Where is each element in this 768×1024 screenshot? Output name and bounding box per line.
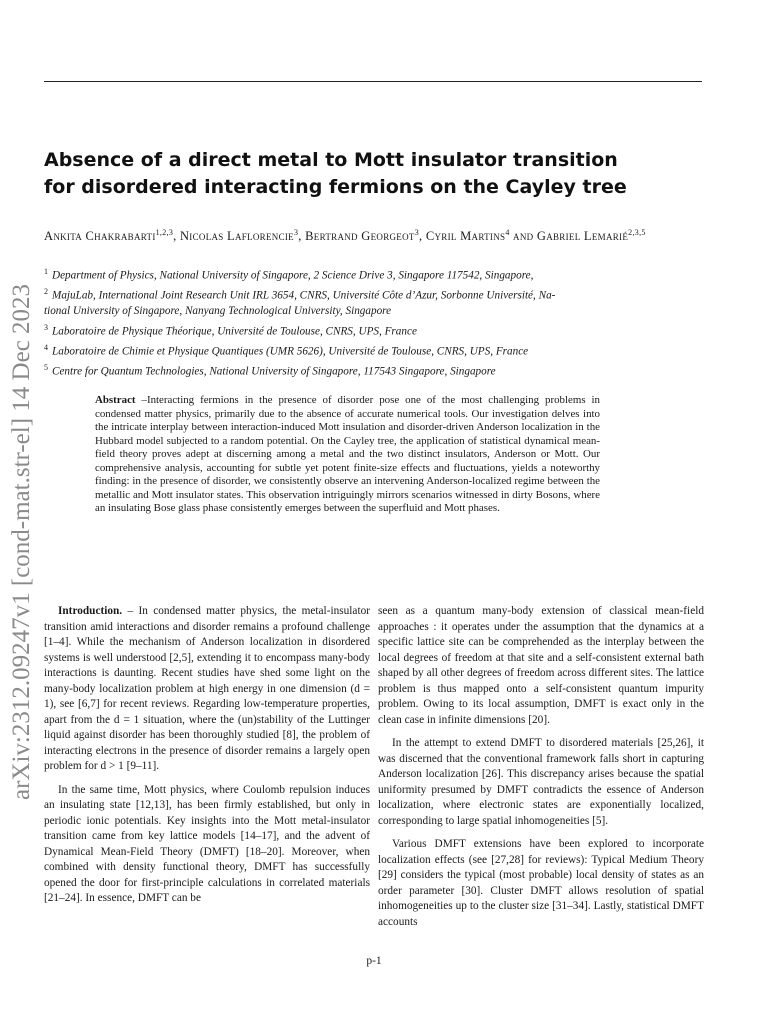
author-affiliation-marks: 1,2,3 bbox=[155, 228, 174, 237]
affiliation-line bbox=[44, 264, 704, 284]
author-affiliation-marks: 3 bbox=[293, 228, 299, 237]
affiliation-text: MajuLab, International Joint Research Unit IRL 3654, CNRS, Université Côte d’Azur, Sorbonne Université, Na- bbox=[52, 289, 556, 302]
affiliation-number: 3 bbox=[44, 322, 48, 332]
body-paragraph: In the same time, Mott physics, where Coulomb repulsion induces an insulating state [12,13], has been firmly established, but only in periodic ionic potentials. Key insights into the Mott metal-insulator transition came from key lattice models [14–17], and the advent of Dynamical Mean-Field Theory (DMFT) [18–20]. Moreover, when combined with density functional theory, DMFT has successfully opened the door for first-principle calculations in correlated materials [21–24]. In essence, DMFT can be bbox=[44, 783, 370, 904]
affiliation-number: 2 bbox=[44, 287, 48, 297]
author bbox=[537, 229, 646, 243]
affiliation-line bbox=[44, 340, 704, 360]
title-line-1: Absence of a direct metal to Mott insulator transition bbox=[44, 149, 618, 171]
affiliation-number: 1 bbox=[44, 267, 48, 276]
author bbox=[44, 229, 180, 243]
author-separator: , bbox=[419, 229, 426, 244]
affiliation-text: Department of Physics, National University of Singapore, 2 Science Drive 3, Singapore 117542, Singapore, bbox=[52, 269, 534, 282]
author-name: Ankita Chakrabarti bbox=[44, 229, 156, 244]
title-line-2: for disordered interacting fermions on the Cayley tree bbox=[44, 176, 627, 198]
affiliation-line bbox=[44, 360, 704, 380]
author-name: Gabriel Lemarié bbox=[536, 229, 629, 244]
author-affiliation-marks: 2,3,5 bbox=[628, 228, 646, 237]
body-paragraph: Various DMFT extensions have been explored to incorporate localization effects (see [27,28] for reviews): Typical Medium Theory [29] considers the typical (most probable) local density of states as an order parameter [30]. Cluster DMFT allows resolution of spatial inhomogeneities up to the cluster size [31–34]. Lastly, statistical DMFT accounts bbox=[378, 838, 704, 928]
body-paragraph bbox=[44, 604, 370, 775]
abstract bbox=[95, 394, 600, 516]
affiliation-list bbox=[44, 264, 704, 381]
arxiv-identifier-stamp: arXiv:2312.09247v1 [cond-mat.str-el] 14 Dec 2023 bbox=[8, 283, 35, 800]
author-name: Cyril Martins bbox=[425, 229, 506, 244]
body-column-left bbox=[44, 604, 370, 915]
section-heading-introduction: Introduction. bbox=[58, 605, 123, 617]
author-separator: and bbox=[509, 229, 537, 244]
affiliation-text: Centre for Quantum Technologies, National University of Singapore, 117543 Singapore, Singapore bbox=[52, 366, 496, 379]
author bbox=[426, 229, 537, 243]
body-column-right bbox=[378, 604, 704, 938]
affiliation-line bbox=[44, 304, 704, 320]
abstract-label: Abstract bbox=[95, 394, 136, 406]
body-paragraph: seen as a quantum many-body extension of classical mean-field approaches : it operates under the assumption that the dynamics at a specific lattice site can be comprehended as the interplay between the local degrees of freedom at that site and a self-consistent external bath shaped by all other degrees of freedom across different sites. The lattice problem is thus mapped onto a self-consistent quantum impurity problem. Owing to its local assumption, DMFT is exact only in the clean case in infinite dimensions [20]. bbox=[378, 605, 704, 726]
affiliation-line bbox=[44, 284, 704, 304]
affiliation-number: 4 bbox=[44, 343, 48, 353]
body-paragraph: In the attempt to extend DMFT to disordered materials [25,26], it was discerned that the conventional framework falls short in capturing Anderson localization [26]. This discrepancy arises because the spatial uniformity presumed by DMFT contradicts the essence of Anderson localization, where electronic states are exponentially localized, corresponding to large spatial inhomogeneities [5]. bbox=[378, 737, 704, 827]
page-number: p-1 bbox=[366, 955, 382, 967]
abstract-text: –Interacting fermions in the presence of disorder pose one of the most challenging problems in condensed matter physics, primarily due to the absence of accurate numerical tools. Our investigation delves into the intricate interplay between interaction-induced Mott insulation and disorder-driven Anderson localization in the Hubbard model subjected to a random potential. On the Cayley tree, the application of statistical dynamical mean-field theory proves adept at discerning among a metal and the two distinct insulators, Anderson or Mott. Our comprehensive analysis, accounting for subtle yet potent finite-size effects and fluctuations, yields a noteworthy finding: in the presence of disorder, we consistently observe an intervening Anderson-localized regime between the metallic and Mott insulator states. This observation intriguingly mirrors scenarios witnessed in dirty Bosons, where an insulating Bose glass phase consistently emerges between the superfluid and Mott phases. bbox=[95, 394, 600, 514]
affiliation-line bbox=[44, 320, 704, 340]
affiliation-text: Laboratoire de Chimie et Physique Quantiques (UMR 5626), Université de Toulouse, CNRS, UPS, France bbox=[52, 345, 529, 358]
author-separator: , bbox=[298, 229, 306, 244]
affiliation-text: tional University of Singapore, Nanyang Technological University, Singapore bbox=[44, 305, 392, 318]
affiliation-text: Laboratoire de Physique Théorique, Université de Toulouse, CNRS, UPS, France bbox=[52, 325, 417, 338]
author-list bbox=[44, 225, 702, 244]
paper-title bbox=[44, 147, 704, 201]
author-separator: , bbox=[173, 229, 180, 244]
author-affiliation-marks: 3 bbox=[414, 228, 420, 237]
paragraph-text: – In condensed matter physics, the metal-insulator transition amid interactions and disorder remains a profound challenge [1–4]. While the mechanism of Anderson localization in disordered systems is well understood [2,5], extending it to encompass many-body interactions is daunting. Recent studies have shed some light on the many-body localization problem at high energy in one dimension (d = 1), see [6,7] for recent reviews. Regarding low-temperature properties, apart from the d = 1 situation, where the (un)stability of the Luttinger liquid against disorder has been thoroughly studied [8], the problem of interacting electrons in the presence of disorder remains a largely open problem for d > 1 [9–11]. bbox=[44, 605, 370, 772]
author bbox=[305, 229, 426, 243]
top-rule bbox=[44, 81, 702, 82]
author-affiliation-marks: 4 bbox=[505, 228, 510, 237]
author-name: Bertrand Georgeot bbox=[305, 229, 415, 244]
affiliation-number: 5 bbox=[44, 363, 48, 373]
author bbox=[180, 229, 305, 243]
author-name: Nicolas Laflorencie bbox=[179, 229, 294, 244]
